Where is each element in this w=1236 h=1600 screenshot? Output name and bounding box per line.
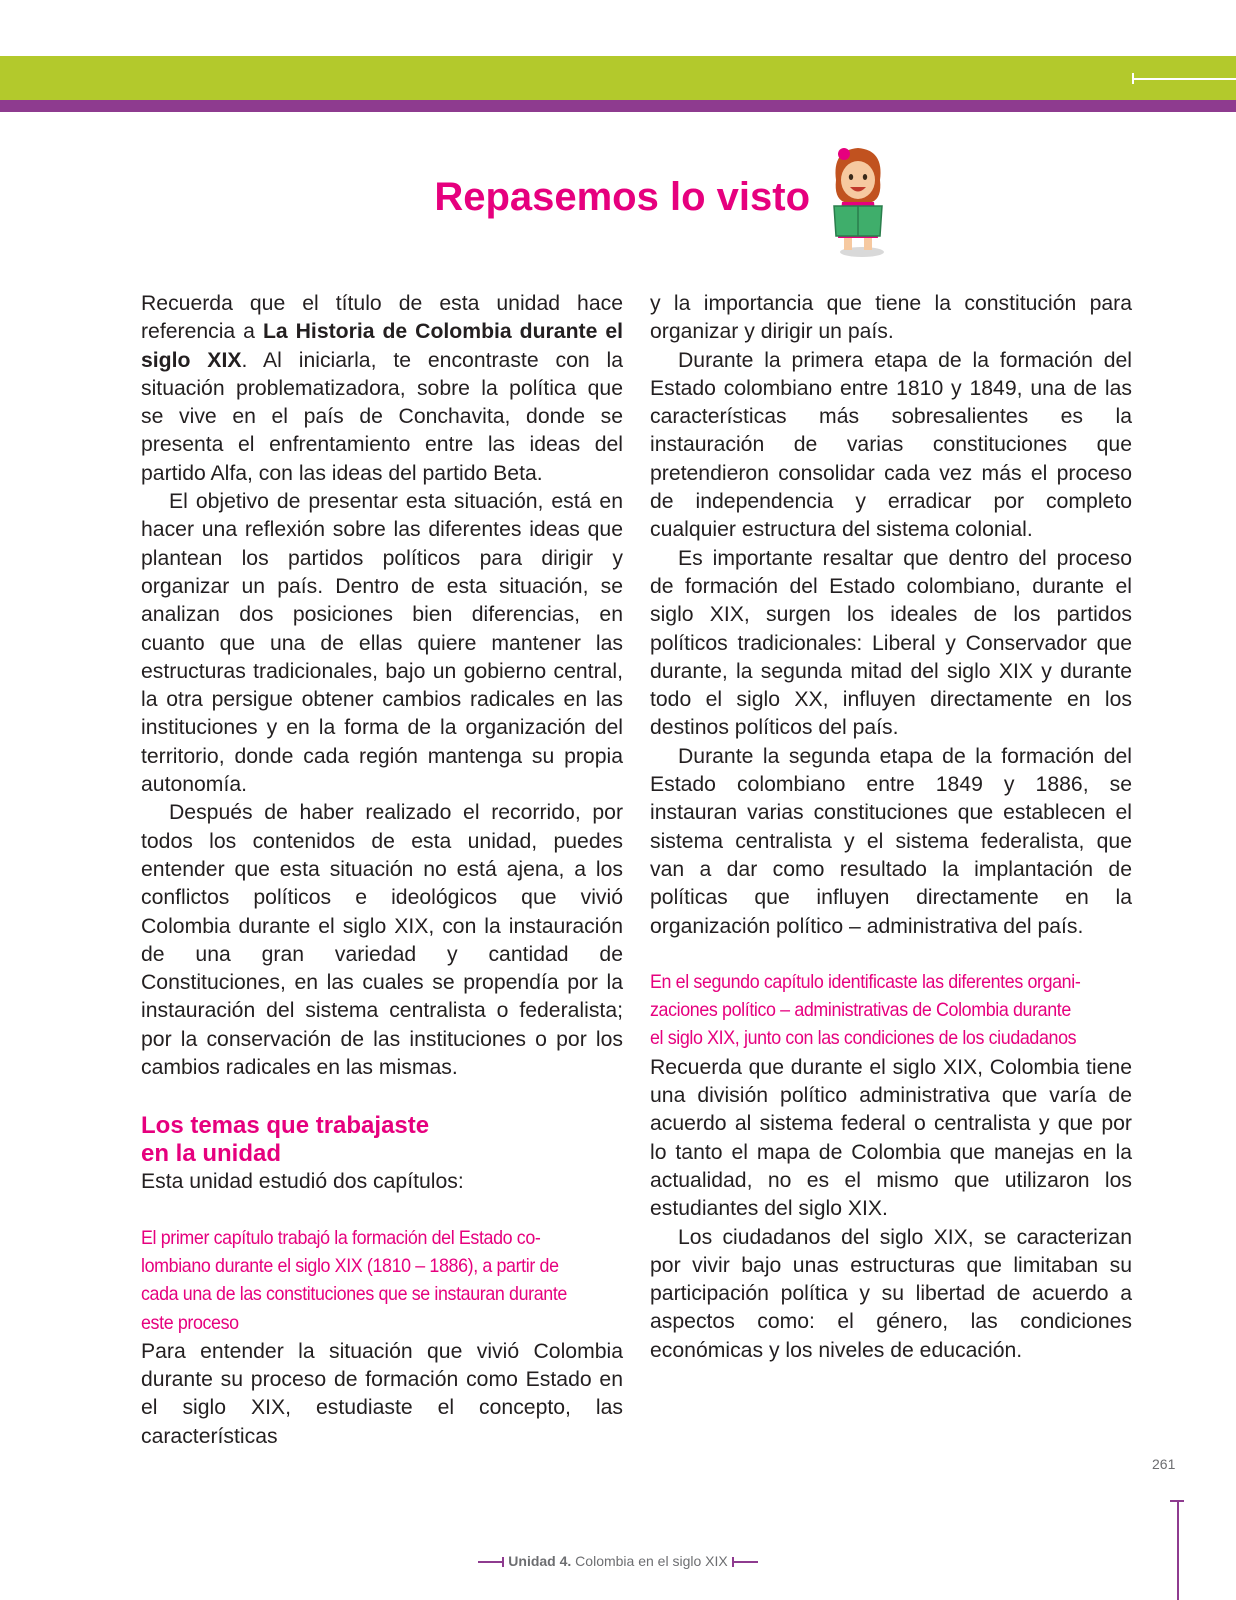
footer-unit-label: Unidad 4. — [508, 1553, 572, 1569]
right-column — [650, 290, 1132, 1365]
paragraph: Los ciudadanos del siglo XIX, se caracterizan por vivir bajo unas estructuras que limitaban su participación política y su libertad de acuerdo a aspectos como: el género, las condiciones económicas y los niveles de educación. — [650, 1225, 1132, 1362]
paragraph: y la importancia que tiene la constitución para organizar y dirigir un país. — [650, 292, 1132, 344]
header-purple-band — [0, 100, 1236, 112]
header-rule-tick — [1132, 73, 1134, 84]
section-heading-line: Los temas que trabajaste — [141, 1112, 430, 1140]
footer-left-bar — [478, 1561, 504, 1563]
paragraph-text: . Al iniciarla, te encontraste con la situación problematizadora, sobre la política que se vive en el país de Conchavita, donde se presenta el enfrentamiento entre las ideas del partido Alfa, con las ideas del partido Beta. — [141, 348, 623, 485]
paragraph: El objetivo de presentar esta situación, está en hacer una reflexión sobre las diferentes ideas que plantean los partidos políticos para dirigir y organizar un país. Dentro de esta situación, se analizan dos posiciones bien diferencias, en cuanto que una de ellas quiere mantener las estructuras tradicionales, bajo un gobierno central, la otra persigue obtener cambios radicales en las instituciones y en la forma de la organización del territorio, donde cada región mantenga su propia autonomía. — [141, 490, 623, 797]
chapter-2-summary — [650, 969, 1134, 1054]
chapter-1-line: El primer capítulo trabajó la formación del Estado co- — [141, 1227, 541, 1249]
chapter-1-line: cada una de las constituciones que se instauran durante — [141, 1284, 567, 1306]
footer-unit-title: Colombia en el siglo XIX — [571, 1553, 728, 1569]
chapter-2-line: el siglo XIX, junto con las condiciones de los ciudadanos — [650, 1028, 1077, 1050]
paragraph: Después de haber realizado el recorrido, por todos los contenidos de esta unidad, puedes entender que esta situación no está ajena, a los conflictos políticos e ideológicos que vivió Colombia durante el siglo XIX, con la instauración de una gran variedad y cantidad de Constituciones, en las cuales se propendía por la instauración del sistema centralista o federalista; por la conservación de las instituciones o por los cambios radicales en las mismas. — [141, 801, 623, 1080]
page-edge-line — [1177, 1500, 1179, 1600]
paragraph: Durante la primera etapa de la formación del Estado colombiano entre 1810 y 1849, una de las características más sobresalientes es la instauración de varias constituciones que pretendieron consolidar cada vez más el proceso de independencia y erradicar por completo cualquier estructura del sistema colonial. — [650, 348, 1132, 542]
chapter-1-line: este proceso — [141, 1312, 239, 1334]
girl-reading-mascot-icon — [822, 140, 894, 258]
page-number: 261 — [1152, 1456, 1176, 1472]
paragraph: Esta unidad estudió dos capítulos: — [141, 1170, 464, 1194]
left-column — [141, 290, 623, 1451]
section-heading-line: en la unidad — [141, 1140, 282, 1168]
chapter-1-summary — [141, 1225, 625, 1338]
paragraph: Durante la segunda etapa de la formación del Estado colombiano entre 1849 y 1886, se instauran varias constituciones que establecen el sistema centralista y el sistema federalista, que van a dar como resultado la implantación de políticas que influyen directamente en la organización político – administrativa del país. — [650, 744, 1132, 938]
paragraph — [141, 290, 623, 488]
paragraph: Para entender la situación que vivió Colombia durante su proceso de formación como Estado en el siglo XIX, estudiaste el concepto, las características — [141, 1339, 623, 1448]
page-title: Repasemos lo visto — [434, 175, 810, 219]
footer — [0, 1553, 1236, 1569]
header-rule — [1132, 78, 1236, 80]
chapter-2-line: En el segundo capítulo identificaste las diferentes organi- — [650, 971, 1081, 993]
paragraph-bold-text: La Historia de Colombia durante el siglo XIX — [141, 320, 623, 372]
chapter-2-line: zaciones político – administrativas de Colombia durante — [650, 1000, 1071, 1022]
chapter-1-line: lombiano durante el siglo XIX (1810 – 1886), a partir de — [141, 1255, 559, 1277]
paragraph: Recuerda que durante el siglo XIX, Colombia tiene una división político administrativa que varía de acuerdo al sistema federal o centralista y que por lo tanto el mapa de Colombia que manejas en la actualidad, no es el mismo que utilizaron los estudiantes del siglo XIX. — [650, 1055, 1132, 1221]
header-green-band — [0, 56, 1236, 100]
paragraph: Es importante resaltar que dentro del proceso de formación del Estado colombiano, durante el siglo XIX, surgen los ideales de los partidos políticos tradicionales: Liberal y Conservador que durante, la segunda mitad del siglo XIX y durante todo el siglo XX, influyen directamente en los destinos políticos del país. — [650, 546, 1132, 740]
paragraph-text: Recuerda que el título de esta unidad hace referencia a — [141, 292, 623, 344]
section-heading — [141, 1112, 623, 1168]
footer-right-bar — [732, 1561, 758, 1563]
